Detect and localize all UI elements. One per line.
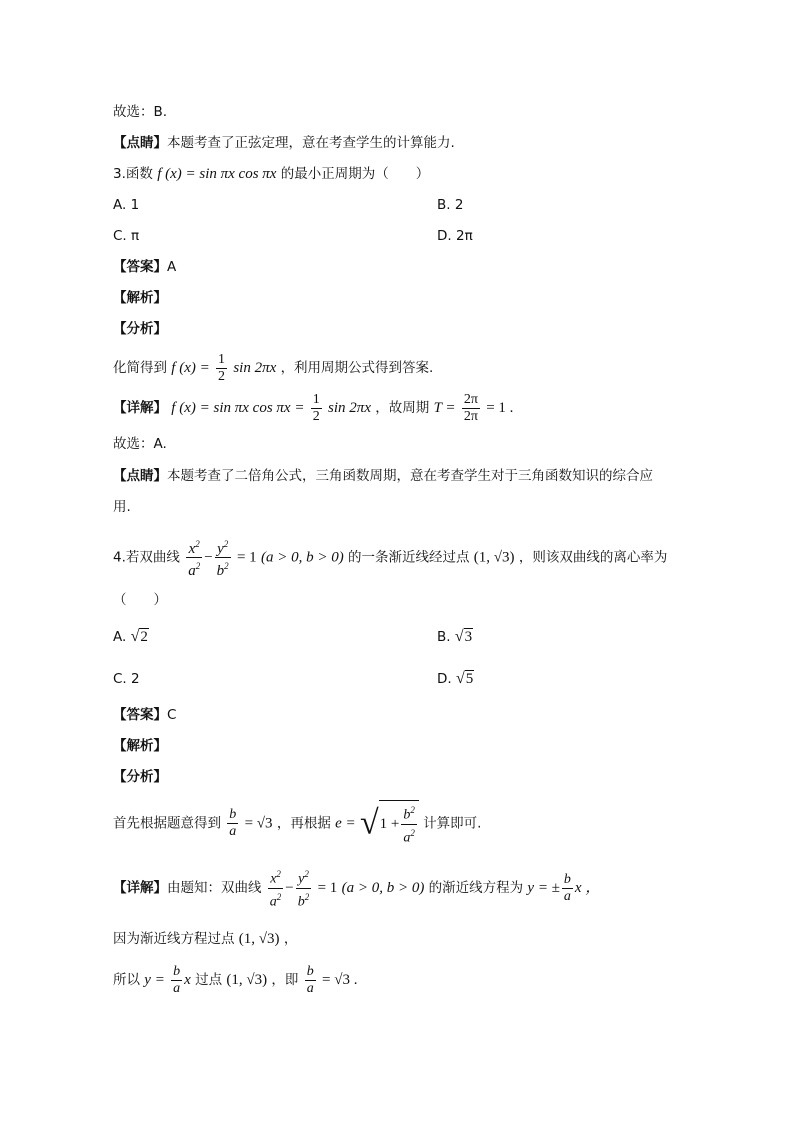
fenxi-line xyxy=(113,800,481,847)
dianjing-tag: 【点睛】 xyxy=(113,468,167,484)
fraction-denominator: a xyxy=(306,980,314,996)
fraction xyxy=(311,392,322,425)
jiexi-label: 【解析】 xyxy=(113,738,167,754)
option-d xyxy=(437,669,474,689)
math-expression: = 1 . xyxy=(486,400,514,416)
jiexi-tag xyxy=(113,288,167,308)
fraction-y2-b2 xyxy=(215,536,231,579)
detail-tag: 【详解】 xyxy=(113,400,167,416)
fenxi-text: 化简得到 xyxy=(113,360,167,376)
fenxi-text: 计算即可. xyxy=(423,815,482,832)
math-point: (1, √3) xyxy=(226,972,268,988)
math-expression: e = xyxy=(335,815,356,832)
fraction xyxy=(227,807,238,840)
fraction-denominator: a xyxy=(173,980,181,996)
question-paren: （ ） xyxy=(113,592,167,608)
detail-line xyxy=(113,866,600,910)
dianjing-line xyxy=(113,133,455,153)
dianjing-text: 本题考查了二倍角公式，三角函数周期，意在考查学生对于三角函数知识的综合应 xyxy=(167,468,653,484)
math-expression: = 1 xyxy=(317,880,338,897)
math-expression: sin 2πx xyxy=(328,400,371,416)
fraction-numerator: $x^2$ xyxy=(188,539,200,557)
fraction-denominator: 2 xyxy=(218,368,226,384)
choose-line: 故选：A. xyxy=(113,436,167,452)
sqrt-body xyxy=(379,800,419,847)
fenxi-text: 首先根据题意得到 xyxy=(113,815,221,832)
fraction-numerator: b xyxy=(229,807,237,822)
fenxi-text: ，再根据 xyxy=(276,815,331,832)
option-c: C. 2 xyxy=(113,671,140,687)
var-a: a xyxy=(188,563,196,579)
math-expression: = √3 . xyxy=(322,972,358,988)
fraction-numerator: 1 xyxy=(312,391,320,407)
fenxi-tag xyxy=(113,767,167,787)
math-expression: x xyxy=(184,972,191,988)
question-text: 函数 xyxy=(125,166,153,182)
math-point: (1, √3) xyxy=(473,549,515,566)
sqrt: √2 xyxy=(130,628,148,645)
detail-text: 过点 xyxy=(195,972,223,988)
fraction-numerator: $x^2$ xyxy=(270,869,281,887)
var-b: b xyxy=(216,563,225,579)
math-point: (1, √3) xyxy=(238,931,280,947)
question-number: 3. xyxy=(113,166,126,182)
answer-value: C xyxy=(167,707,177,723)
math-expression: x ， xyxy=(574,880,601,897)
option-a xyxy=(113,627,149,647)
question-text: ，则该双曲线的离心率为 xyxy=(518,549,668,566)
fraction xyxy=(305,964,316,997)
option-a: A. 1 xyxy=(113,197,140,213)
dianjing-text: 本题考查了正弦定理，意在考查学生的计算能力. xyxy=(167,135,455,151)
sqrt-arg: 5 xyxy=(465,671,474,687)
fraction-numerator: b xyxy=(173,963,181,979)
question-number: 4. xyxy=(113,549,126,566)
detail-text: 由题知：双曲线 xyxy=(167,880,262,897)
option-c: C. π xyxy=(113,228,140,244)
option-d: D. 2π xyxy=(437,228,473,244)
fenxi-label: 【分析】 xyxy=(113,769,167,785)
option-label: A. xyxy=(113,629,127,645)
fraction xyxy=(401,802,417,846)
sqrt: √1 + $\frac{b^2}{a^2}$ xyxy=(360,800,419,847)
math-expression: T = xyxy=(433,400,456,416)
fraction-denominator: 2π xyxy=(463,408,478,424)
fraction xyxy=(216,352,227,385)
fenxi-tag xyxy=(113,319,167,339)
detail-text: 因为渐近线方程过点 xyxy=(113,931,235,947)
math-expression: = √3 xyxy=(244,815,273,832)
fraction-denominator: $a^2$ xyxy=(268,888,284,911)
fraction-denominator: $b^2$ xyxy=(296,888,312,911)
var-y: y xyxy=(217,541,224,557)
option-label: B. xyxy=(437,629,451,645)
option-label: D. xyxy=(437,671,452,687)
fraction xyxy=(171,964,182,997)
math-expression: f (x) = sin πx cos πx = xyxy=(171,400,305,416)
math-expression: 1 + xyxy=(379,816,400,832)
fraction xyxy=(462,392,480,425)
minus-sign: − xyxy=(204,549,213,566)
sqrt: √3 xyxy=(454,628,473,645)
sqrt-arg: 2 xyxy=(140,629,148,645)
math-condition: (a > 0, b > 0) xyxy=(341,880,425,897)
fraction-numerator: $b^2$ xyxy=(403,804,415,823)
jiexi-tag xyxy=(113,736,167,756)
dianjing-line xyxy=(113,466,653,486)
math-expression: f (x) = sin πx cos πx xyxy=(157,166,277,182)
fraction-denominator: $a^2$ xyxy=(186,557,202,579)
jiexi-label: 【解析】 xyxy=(113,290,167,306)
fenxi-text: ，利用周期公式得到答案. xyxy=(280,360,434,376)
sqrt: √5 xyxy=(455,670,474,687)
fraction-y2-b2 xyxy=(296,866,312,910)
answer-line xyxy=(113,705,176,725)
fraction-denominator: $a^2$ xyxy=(401,824,417,847)
question-text: 的最小正周期为（ ） xyxy=(280,166,430,182)
question-text: 的一条渐近线经过点 xyxy=(348,549,470,566)
fraction-denominator: $b^2$ xyxy=(215,557,231,579)
question-3-stem xyxy=(113,164,429,184)
math-expression: y = xyxy=(144,972,165,988)
math-condition: (a > 0, b > 0) xyxy=(260,549,344,566)
question-4-stem xyxy=(113,536,667,579)
fraction-x2-a2 xyxy=(186,536,202,579)
fenxi-line xyxy=(113,351,433,385)
detail-line-2 xyxy=(113,929,297,949)
fraction-x2-a2 xyxy=(268,866,284,910)
fraction-numerator: 1 xyxy=(218,351,226,367)
detail-line-3 xyxy=(113,962,357,998)
answer-value: A xyxy=(167,259,177,275)
option-b: B. 2 xyxy=(437,197,464,213)
question-text: 若双曲线 xyxy=(125,549,180,566)
fraction-numerator: $y^2$ xyxy=(298,869,309,887)
detail-text: ， xyxy=(283,931,298,947)
math-expression: f (x) = xyxy=(171,360,210,376)
fraction-numerator: 2π xyxy=(463,391,478,407)
fraction-denominator: a xyxy=(563,888,571,904)
math-expression: = 1 xyxy=(236,549,257,566)
fraction-numerator: b xyxy=(306,963,314,979)
answer-tag: 【答案】 xyxy=(113,707,167,723)
detail-text: 所以 xyxy=(113,972,140,988)
var-x: x xyxy=(188,541,196,557)
fraction-numerator: $y^2$ xyxy=(217,539,229,557)
answer-tag: 【答案】 xyxy=(113,259,167,275)
fenxi-label: 【分析】 xyxy=(113,321,167,337)
math-expression: y = ± xyxy=(527,880,560,897)
option-b xyxy=(437,627,473,647)
minus-sign: − xyxy=(285,880,294,897)
detail-tag: 【详解】 xyxy=(113,880,167,897)
fraction-numerator: b xyxy=(563,871,571,887)
answer-line xyxy=(113,257,176,277)
dianjing-line-2: 用. xyxy=(113,499,131,515)
detail-text: ，即 xyxy=(271,972,299,988)
detail-text: ，故周期 xyxy=(375,400,430,416)
detail-line xyxy=(113,391,513,425)
math-expression: sin 2πx xyxy=(233,360,277,376)
dianjing-tag: 【点睛】 xyxy=(113,135,167,151)
detail-text: 的渐近线方程为 xyxy=(428,880,524,897)
fraction-denominator: a xyxy=(229,824,237,839)
fraction-denominator: 2 xyxy=(312,408,320,424)
text-line: 故选：B. xyxy=(113,104,168,120)
sqrt-arg: 3 xyxy=(464,629,473,645)
fraction xyxy=(562,872,573,905)
